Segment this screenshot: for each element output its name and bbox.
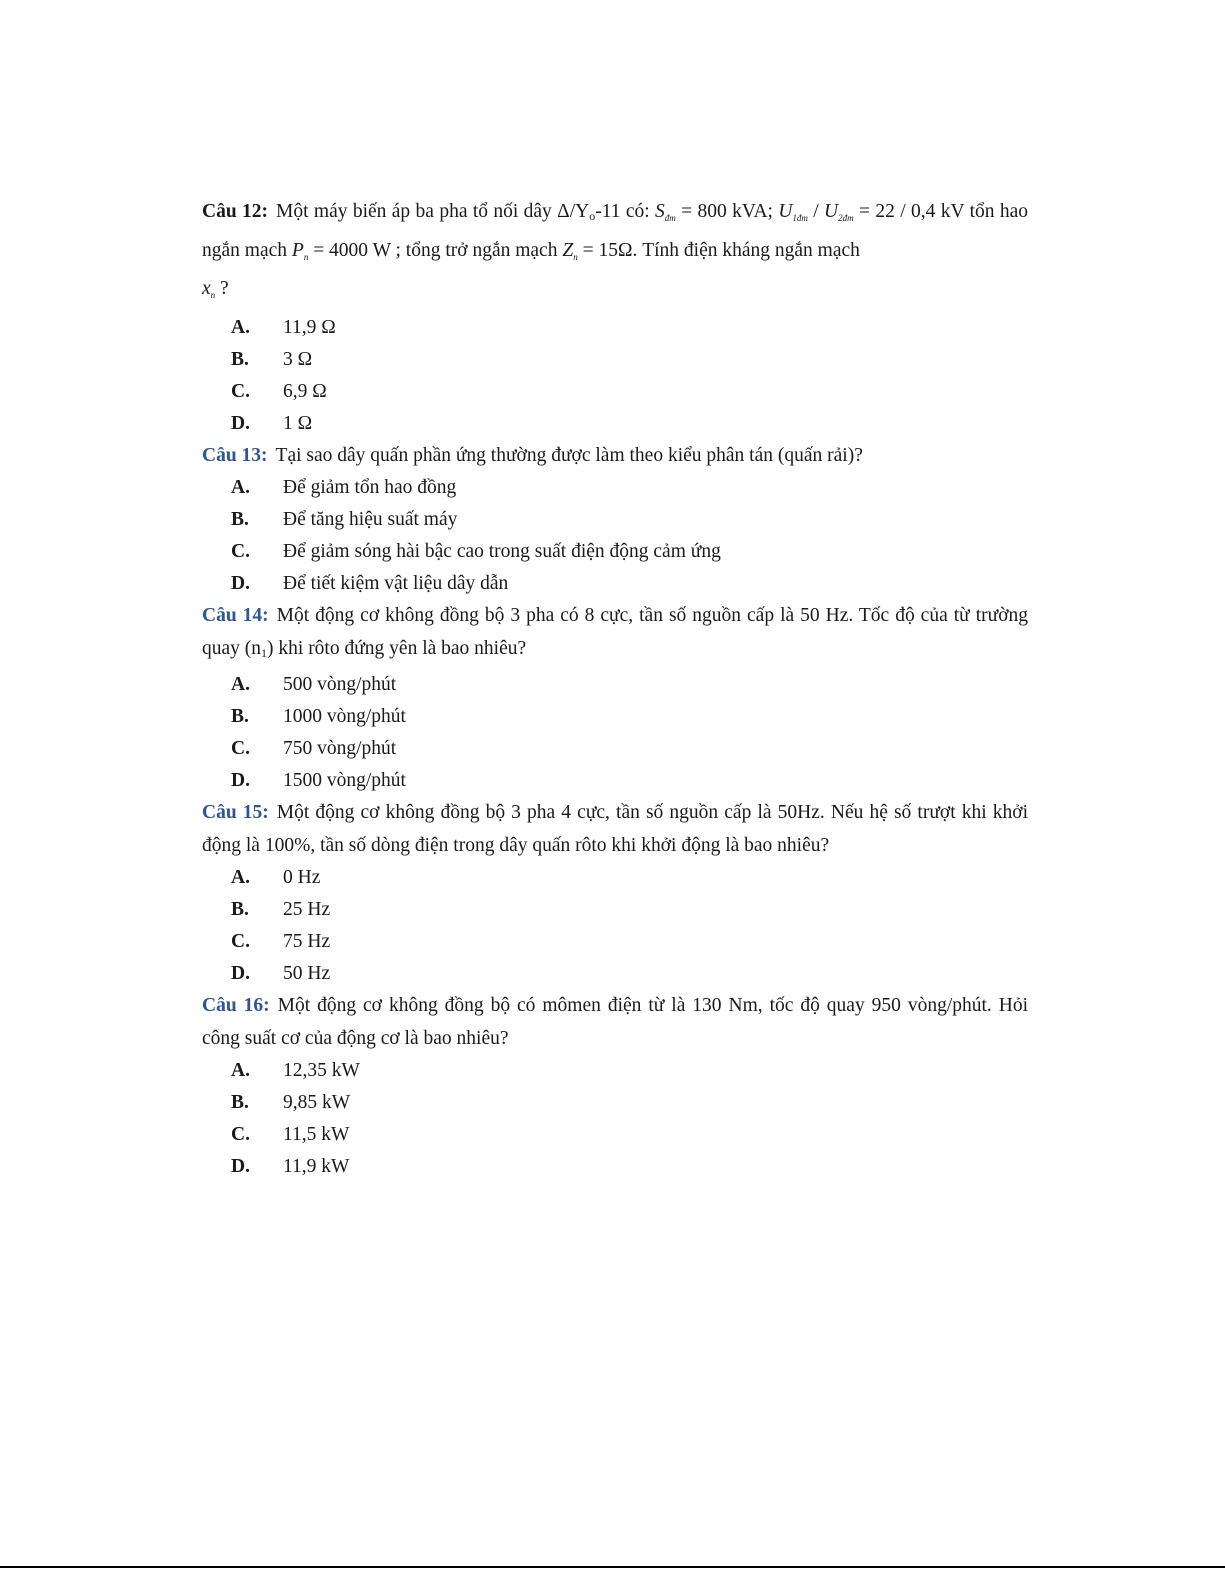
question-14 bbox=[202, 600, 1028, 797]
question-15-option-b: B. 25 Hz bbox=[231, 899, 331, 920]
question-12-option-a: A. 11,9 Ω bbox=[231, 316, 336, 338]
formula-impedance: $Z_n = 15\Omega$ bbox=[562, 239, 633, 262]
question-16-option-a: A. 12,35 kW bbox=[231, 1060, 360, 1081]
question-13-option-d: D. Để tiết kiệm vật liệu dây dẫn bbox=[231, 573, 509, 594]
question-14-option-a: A. 500 vòng/phút bbox=[231, 674, 397, 695]
page-bottom-border bbox=[0, 1566, 1225, 1568]
question-16-option-b: B. 9,85 kW bbox=[231, 1092, 351, 1113]
question-12-option-c: C. 6,9 Ω bbox=[231, 380, 327, 402]
question-14-label: Câu 14: bbox=[202, 605, 269, 626]
question-12-option-d: D. 1 Ω bbox=[231, 412, 313, 434]
formula-voltage-ratio: $U_{1đm} / U_{2đm} = 22 / 0,4$ bbox=[778, 201, 936, 223]
question-16 bbox=[202, 990, 1028, 1183]
question-14-option-b: B. 1000 vòng/phút bbox=[231, 706, 406, 727]
question-14-stem: Câu 14: Một động cơ không đồng bộ 3 pha có 8 cực, tần số nguồn cấp là 50 Hz. Tốc độ của từ trường quay (n1) khi rôto đứng yên là bao nhiêu? bbox=[202, 605, 1029, 660]
question-16-option-d: D. 11,9 kW bbox=[231, 1156, 350, 1177]
question-14-option-d: D. 1500 vòng/phút bbox=[231, 770, 406, 791]
question-16-label: Câu 16: bbox=[202, 995, 270, 1016]
question-13-option-a: A. Để giảm tổn hao đồng bbox=[231, 477, 457, 498]
question-12-stem: Câu 12: Một máy biến áp ba pha tổ nối dây Δ/Yo-11 có: $S_{đm} = 800$ kVA; $U_{1đm} / U_{2đm} = 22 / 0,4$ kV tổn hao ngắn mạch $P_n = 4000$ W ; tổng trở ngắn mạch $Z_n = 15\Omega$. Tính điện kháng ngắn mạch $x_n$ ? bbox=[202, 201, 1029, 300]
question-14-option-c: C. 750 vòng/phút bbox=[231, 738, 397, 759]
question-13-stem: Câu 13: Tại sao dây quấn phần ứng thường được làm theo kiểu phân tán (quấn rải)? bbox=[202, 444, 863, 466]
question-16-stem: Câu 16: Một động cơ không đồng bộ có mômen điện từ là 130 Nm, tốc độ quay 950 vòng/phút. Hỏi công suất cơ của động cơ là bao nhiêu? bbox=[202, 995, 1028, 1049]
question-13 bbox=[202, 440, 1028, 601]
formula-s-rated: $S_{đm} = 800$ kVA; bbox=[655, 201, 779, 223]
question-12-option-b: B. 3 Ω bbox=[231, 348, 313, 370]
question-16-option-c: C. 11,5 kW bbox=[231, 1124, 350, 1145]
question-15-option-d: D. 50 Hz bbox=[231, 963, 331, 984]
question-13-option-c: C. Để giảm sóng hài bậc cao trong suất điện động cảm ứng bbox=[231, 541, 721, 562]
question-12-label: Câu 12: bbox=[202, 201, 269, 222]
formula-short-circuit-loss: $P_n = 4000$ W bbox=[291, 239, 391, 262]
question-list bbox=[202, 196, 1028, 1183]
question-15-option-a: A. 0 Hz bbox=[231, 867, 321, 888]
question-12 bbox=[202, 196, 1028, 440]
question-15-stem: Câu 15: Một động cơ không đồng bộ 3 pha 4 cực, tần số nguồn cấp là 50Hz. Nếu hệ số trượt khi khởi động là 100%, tần số dòng điện trong dây quấn rôto khi khởi động là bao nhiêu? bbox=[202, 802, 1029, 856]
question-15-label: Câu 15: bbox=[202, 802, 269, 823]
question-13-option-b: B. Để tăng hiệu suất máy bbox=[231, 509, 458, 530]
question-13-label: Câu 13: bbox=[202, 444, 268, 466]
question-15 bbox=[202, 797, 1028, 990]
question-15-option-c: C. 75 Hz bbox=[231, 931, 331, 952]
formula-reactance: $x_n$ bbox=[202, 278, 216, 300]
